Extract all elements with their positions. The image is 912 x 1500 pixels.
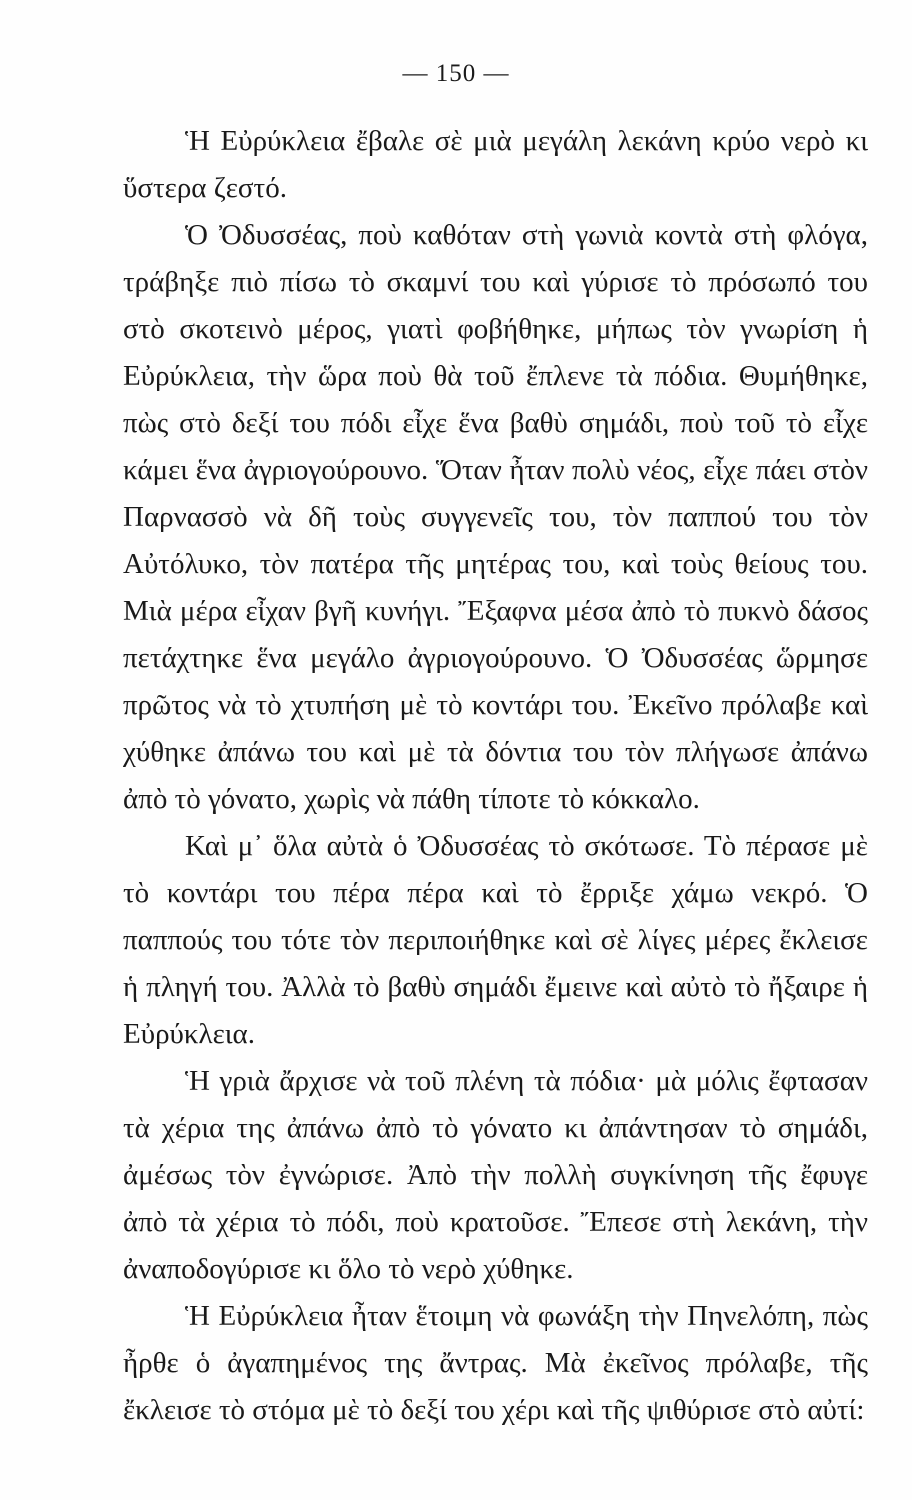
paragraph: Ἡ Εὐρύκλεια ἔβαλε σὲ μιὰ μεγάλη λεκάνη κρύο νερὸ κι ὕστερα ζεστό. xyxy=(123,125,868,204)
paragraph: Ἡ Εὐρύκλεια ἦταν ἕτοιμη νὰ φωνάξη τὴν Πηνελόπη, πὼς ἦρθε ὁ ἀγαπημένος της ἄντρας. Μὰ ἐκεῖνος πρόλαβε, τῆς ἔκλεισε τὸ στόμα μὲ τὸ δεξί του χέρι καὶ τῆς ψιθύρισε στὸ αὐτί: xyxy=(123,1300,868,1426)
paragraph: Ἡ γριὰ ἄρχισε νὰ τοῦ πλένη τὰ πόδια· μὰ μόλις ἔφτασαν τὰ χέρια της ἀπάνω ἀπὸ τὸ γόνατο κι ἀπάντησαν τὸ σημάδι, ἀμέσως τὸν ἐγνώρισε. Ἀπὸ τὴν πολλὴ συγκίνηση τῆς ἔφυγε ἀπὸ τὰ χέρια τὸ πόδι, ποὺ κρατοῦσε. Ἔπεσε στὴ λεκάνη, τὴν ἀναποδογύρισε κι ὅλο τὸ νερὸ χύθηκε. xyxy=(123,1065,868,1285)
paragraph: Καὶ μ᾿ ὅλα αὐτὰ ὁ Ὀδυσσέας τὸ σκότωσε. Τὸ πέρασε μὲ τὸ κοντάρι του πέρα πέρα καὶ τὸ ἔρριξε χάμω νεκρό. Ὁ παππούς του τότε τὸν περιποιήθηκε καὶ σὲ λίγες μέρες ἔκλεισε ἡ πληγή του. Ἀλλὰ τὸ βαθὺ σημάδι ἔμεινε καὶ αὐτὸ τὸ ἤξαιρε ἡ Εὐρύκλεια. xyxy=(123,830,868,1050)
paragraph: Ὁ Ὀδυσσέας, ποὺ καθόταν στὴ γωνιὰ κοντὰ στὴ φλόγα, τράβηξε πιὸ πίσω τὸ σκαμνί του καὶ γύρισε τὸ πρόσωπό του στὸ σκοτεινὸ μέρος, γιατὶ φοβήθηκε, μήπως τὸν γνωρίση ἡ Εὐρύκλεια, τὴν ὥρα ποὺ θὰ τοῦ ἔπλενε τὰ πόδια. Θυμήθηκε, πὼς στὸ δεξί του πόδι εἶχε ἕνα βαθὺ σημάδι, ποὺ τοῦ τὸ εἶχε κάμει ἕνα ἀγριογούρουνο. Ὅταν ἦταν πολὺ νέος, εἶχε πάει στὸν Παρνασσὸ νὰ δῆ τοὺς συγγενεῖς του, τὸν παππού του τὸν Αὐτόλυκο, τὸν πατέρα τῆς μητέρας του, καὶ τοὺς θείους του. Μιὰ μέρα εἶχαν βγῆ κυνήγι. Ἔξαφνα μέσα ἀπὸ τὸ πυκνὸ δάσος πετάχτηκε ἕνα μεγάλο ἀγριογούρουνο. Ὁ Ὀδυσσέας ὥρμησε πρῶτος νὰ τὸ χτυπήση μὲ τὸ κοντάρι του. Ἐκεῖνο πρόλαβε καὶ χύθηκε ἀπάνω του καὶ μὲ τὰ δόντια του τὸν πλήγωσε ἀπάνω ἀπὸ τὸ γόνατο, χωρὶς νὰ πάθη τίποτε τὸ κόκκαλο. xyxy=(123,219,868,815)
text-body xyxy=(123,118,868,1434)
page-number: — 150 — xyxy=(402,60,510,87)
